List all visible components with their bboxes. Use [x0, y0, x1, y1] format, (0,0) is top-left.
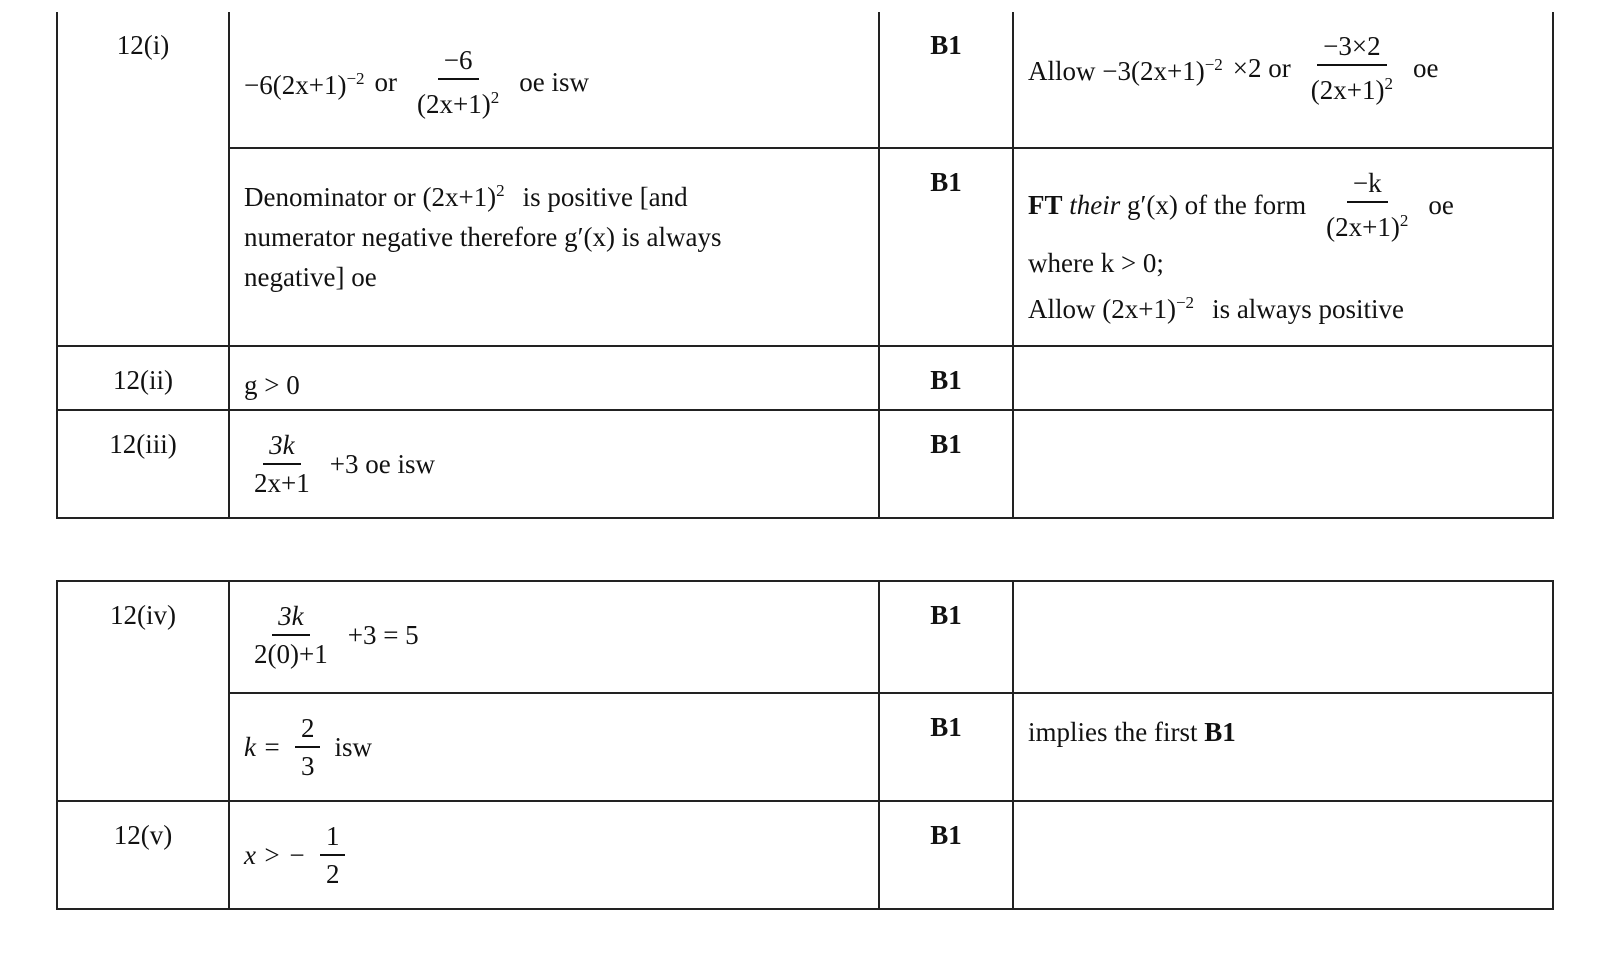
numerator: −6 — [438, 44, 479, 80]
guidance-text: Allow −3(2x+1) — [1028, 56, 1205, 86]
table-row — [57, 12, 1553, 148]
answer-text: Denominator or (2x+1) — [244, 182, 497, 212]
mark-cell — [879, 346, 1013, 410]
fraction — [1305, 30, 1399, 106]
numerator: −k — [1347, 167, 1388, 203]
answer-text: negative] oe — [244, 262, 377, 292]
denominator: (2x+1) — [417, 89, 491, 119]
fraction — [248, 429, 316, 499]
mark-label: B1 — [930, 167, 962, 197]
question-label: 12(i) — [116, 30, 170, 60]
fraction — [320, 820, 346, 890]
mark-label: B1 — [930, 600, 962, 630]
question-label: 12(v) — [113, 820, 173, 850]
ft-label: FT — [1028, 190, 1063, 220]
denominator: (2x+1) — [1310, 75, 1385, 105]
question-label: 12(iv) — [110, 600, 176, 630]
guidance-cell — [1013, 581, 1553, 693]
denominator: (2x+1) — [1326, 212, 1400, 242]
mark-cell — [879, 148, 1013, 346]
answer-cell — [229, 148, 879, 346]
denominator: 2(0)+1 — [254, 639, 328, 669]
superscript: 2 — [1384, 74, 1393, 93]
mark-label: B1 — [930, 712, 962, 742]
markscheme-table-1 — [56, 12, 1554, 519]
mark-cell — [879, 693, 1013, 801]
table-row — [57, 801, 1553, 909]
table-row — [57, 346, 1553, 410]
table-row — [57, 581, 1553, 693]
guidance-text: where k > 0; — [1028, 248, 1164, 278]
mark-label: B1 — [930, 30, 962, 60]
question-number — [57, 581, 229, 801]
fraction — [1320, 167, 1414, 243]
answer-text: g > 0 — [244, 370, 300, 400]
question-number — [57, 12, 229, 346]
answer-cell — [229, 12, 879, 148]
numerator: 2 — [295, 712, 321, 748]
guidance-suffix: oe — [1428, 190, 1454, 220]
guidance-cell — [1013, 693, 1553, 801]
question-label: 12(iii) — [109, 429, 177, 459]
guidance-cell — [1013, 346, 1553, 410]
numerator: 3k — [272, 600, 309, 636]
guidance-text: g′(x) of the form — [1127, 190, 1307, 220]
guidance-text: is always positive — [1212, 294, 1405, 324]
guidance-mark: B1 — [1204, 717, 1236, 747]
mark-cell — [879, 410, 1013, 518]
table-row — [57, 148, 1553, 346]
guidance-cell — [1013, 148, 1553, 346]
guidance-cell — [1013, 410, 1553, 518]
answer-text: x > − — [244, 840, 306, 870]
superscript: 2 — [490, 88, 500, 107]
mark-cell — [879, 12, 1013, 148]
denominator: 2 — [325, 859, 340, 889]
answer-expr: −6(2x+1) — [244, 70, 347, 100]
answer-text: is positive [and — [522, 182, 688, 212]
question-number — [57, 801, 229, 909]
table-row — [57, 693, 1553, 801]
answer-text: k = — [244, 732, 281, 762]
table-row — [57, 410, 1553, 518]
answer-suffix: +3 oe isw — [329, 449, 435, 479]
guidance-text: ×2 or — [1232, 53, 1291, 83]
superscript: −2 — [1204, 55, 1223, 74]
fraction — [295, 712, 321, 782]
their-label: their — [1069, 190, 1121, 220]
denominator: 2x+1 — [254, 468, 310, 498]
guidance-cell — [1013, 801, 1553, 909]
question-label: 12(ii) — [113, 365, 173, 395]
or-text: or — [374, 67, 398, 97]
superscript: 2 — [496, 181, 505, 200]
answer-suffix: +3 = 5 — [347, 620, 419, 650]
guidance-text: implies the first — [1028, 717, 1198, 747]
guidance-suffix: oe — [1412, 53, 1439, 83]
answer-suffix: oe isw — [519, 67, 589, 97]
answer-suffix: isw — [334, 732, 372, 762]
answer-cell — [229, 346, 879, 410]
numerator: 3k — [263, 429, 300, 465]
guidance-text: Allow (2x+1) — [1028, 294, 1176, 324]
denominator: 3 — [300, 751, 315, 781]
mark-cell — [879, 801, 1013, 909]
superscript: −2 — [346, 69, 365, 88]
fraction — [411, 44, 505, 120]
mark-label: B1 — [930, 820, 962, 850]
question-number — [57, 346, 229, 410]
superscript: 2 — [1399, 211, 1409, 230]
fraction — [248, 600, 334, 670]
mark-label: B1 — [930, 365, 962, 395]
numerator: 1 — [320, 820, 346, 856]
answer-cell — [229, 693, 879, 801]
answer-text: numerator negative therefore g′(x) is always — [244, 222, 722, 252]
answer-cell — [229, 581, 879, 693]
mark-cell — [879, 581, 1013, 693]
numerator: −3×2 — [1317, 30, 1386, 66]
question-number — [57, 410, 229, 518]
superscript: −2 — [1175, 293, 1195, 312]
answer-cell — [229, 410, 879, 518]
answer-cell — [229, 801, 879, 909]
guidance-cell — [1013, 12, 1553, 148]
markscheme-table-2 — [56, 580, 1554, 910]
mark-label: B1 — [930, 429, 962, 459]
